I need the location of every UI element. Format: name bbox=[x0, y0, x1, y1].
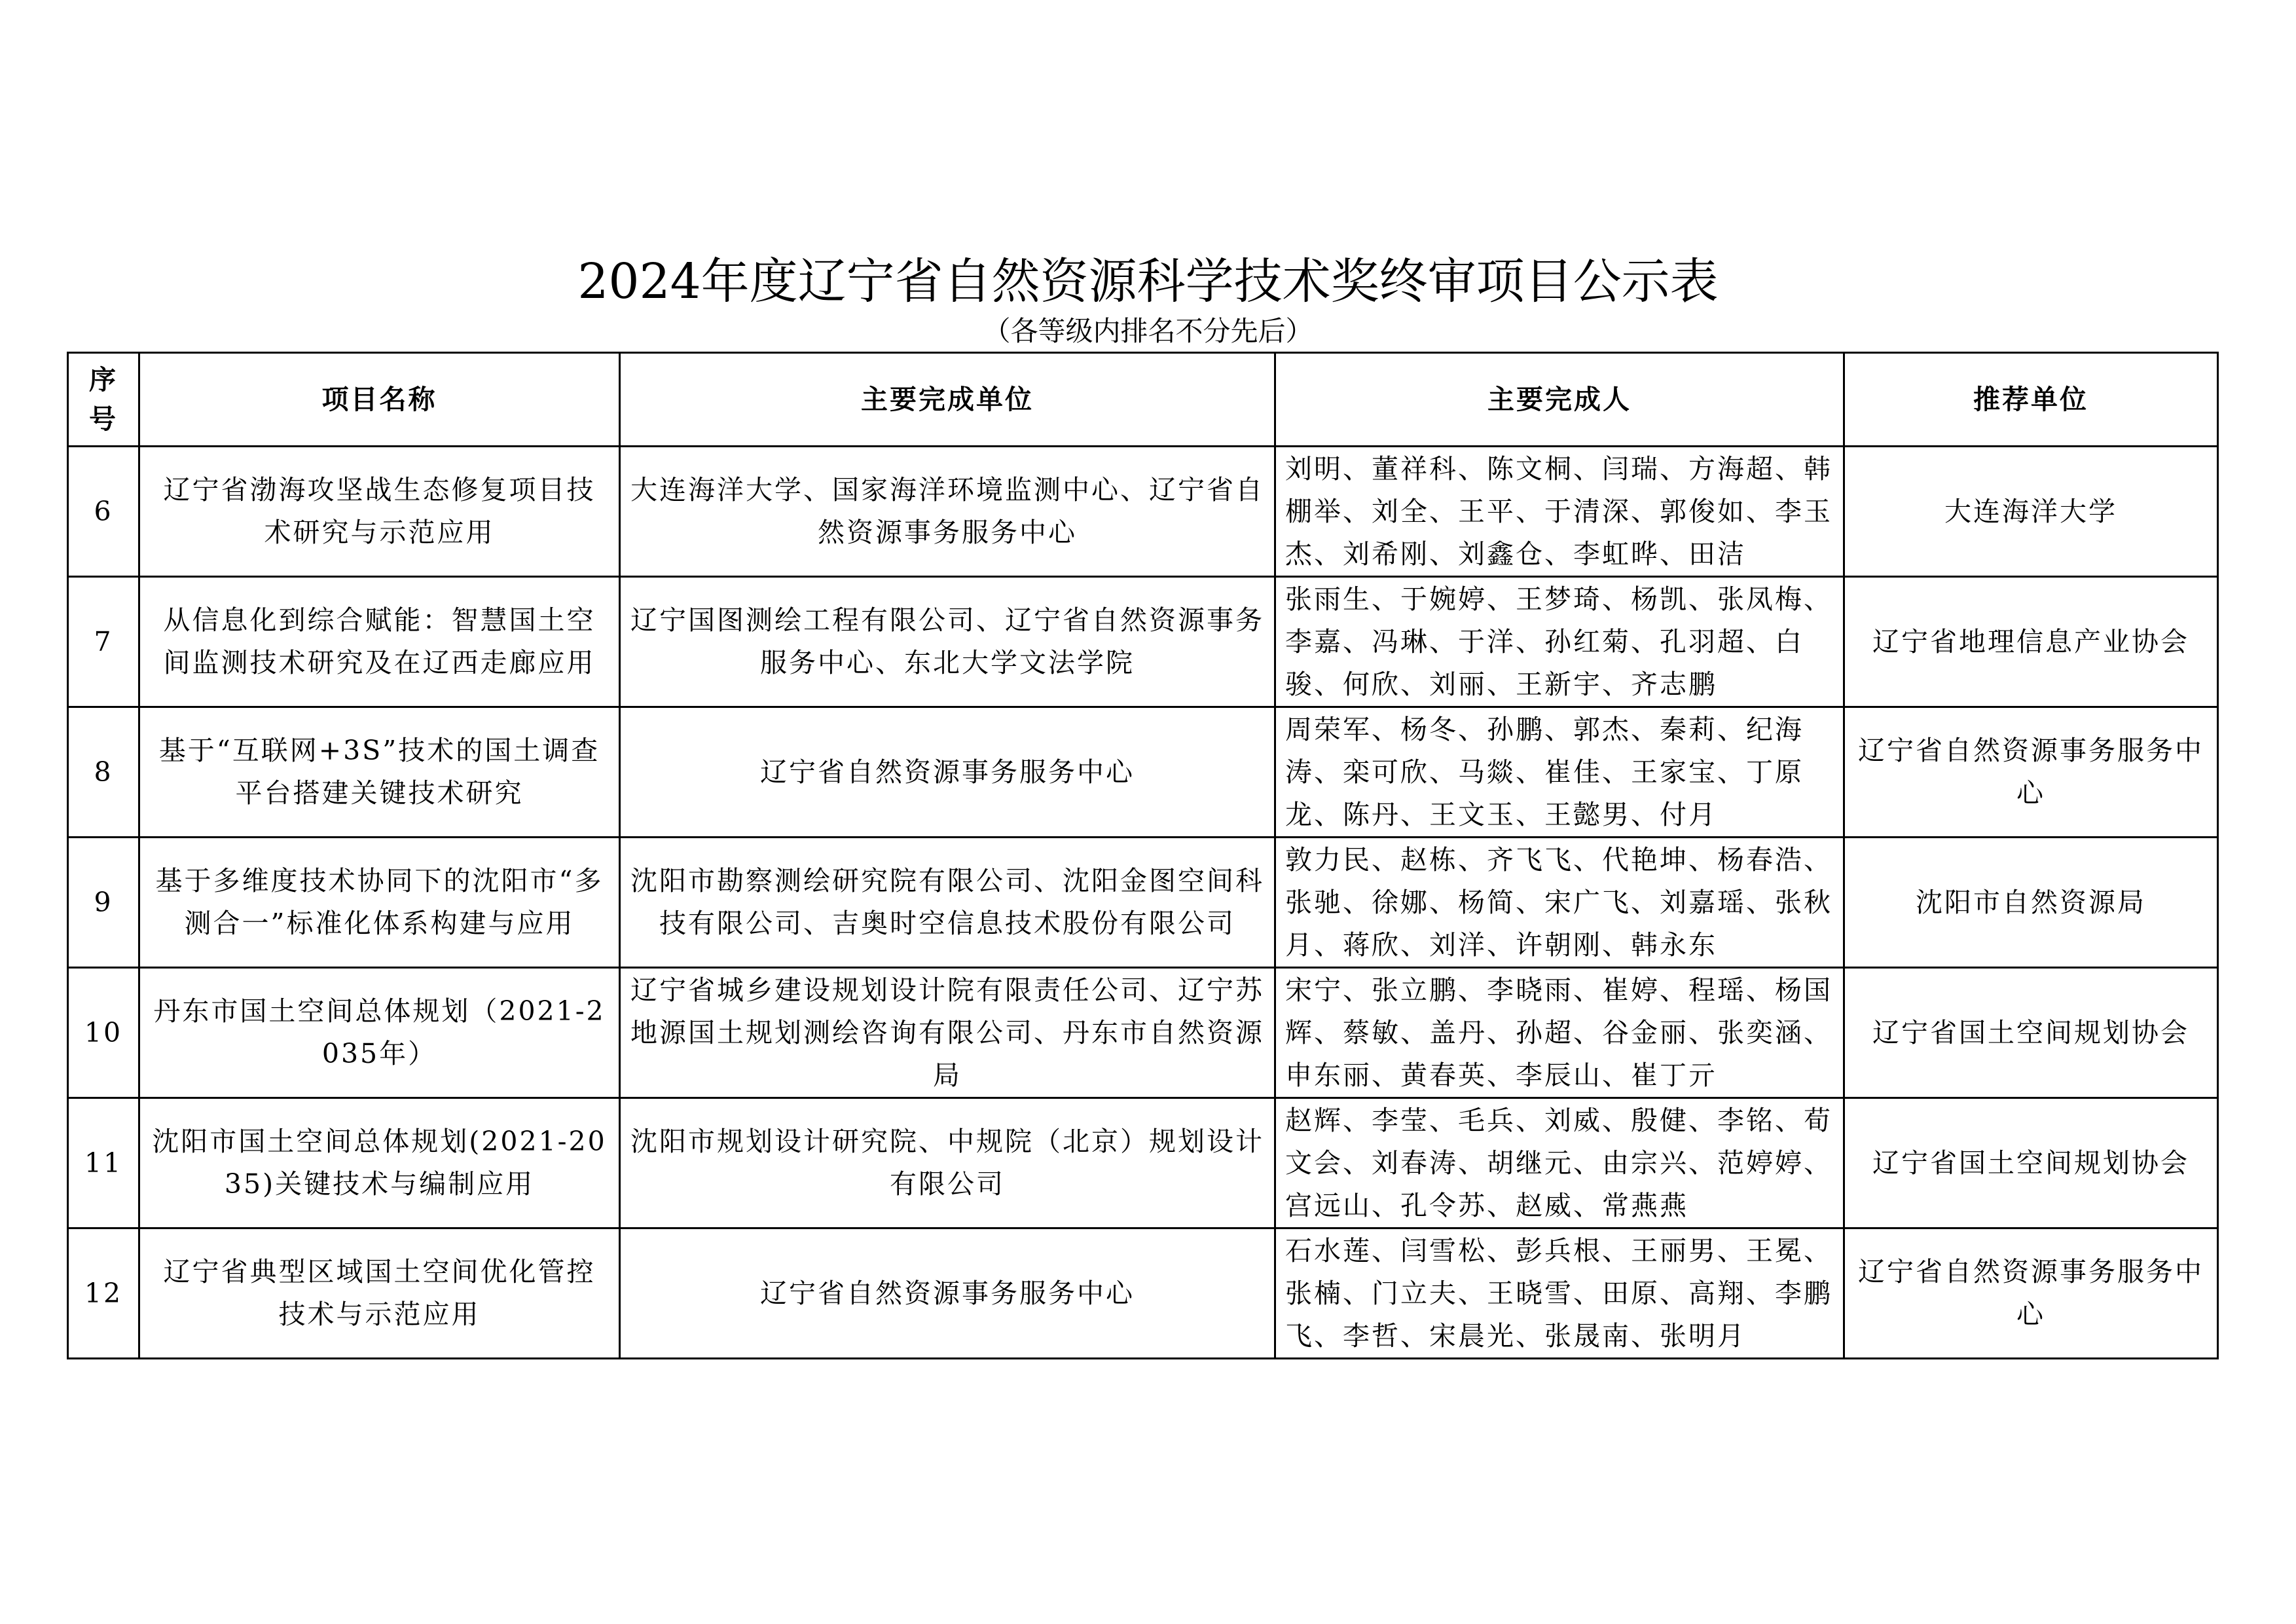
recommending-unit: 辽宁省国土空间规划协会 bbox=[1844, 968, 2218, 1098]
page-title: 2024年度辽宁省自然资源科学技术奖终审项目公示表 bbox=[577, 253, 1719, 310]
recommending-unit: 辽宁省国土空间规划协会 bbox=[1844, 1098, 2218, 1228]
completion-people: 敦力民、赵栋、齐飞飞、代艳坤、杨春浩、张驰、徐娜、杨简、宋广飞、刘嘉瑶、张秋月、蒋欣、刘洋、许朝刚、韩永东 bbox=[1275, 838, 1844, 968]
row-number: 9 bbox=[68, 838, 139, 968]
header-recommender: 推荐单位 bbox=[1844, 353, 2218, 447]
table-row bbox=[68, 707, 2218, 838]
completion-units: 辽宁省城乡建设规划设计院有限责任公司、辽宁苏地源国土规划测绘咨询有限公司、丹东市自然资源局 bbox=[620, 968, 1275, 1098]
project-name: 基于多维度技术协同下的沈阳市“多测合一”标准化体系构建与应用 bbox=[139, 838, 620, 968]
table-row bbox=[68, 1098, 2218, 1228]
project-name: 从信息化到综合赋能：智慧国土空间监测技术研究及在辽西走廊应用 bbox=[139, 577, 620, 707]
row-number: 12 bbox=[68, 1228, 139, 1359]
completion-units: 辽宁省自然资源事务服务中心 bbox=[620, 707, 1275, 838]
page-subtitle: （各等级内排名不分先后） bbox=[983, 315, 1313, 347]
row-number: 11 bbox=[68, 1098, 139, 1228]
header-units: 主要完成单位 bbox=[620, 353, 1275, 447]
project-name: 沈阳市国土空间总体规划(2021-2035)关键技术与编制应用 bbox=[139, 1098, 620, 1228]
row-number: 8 bbox=[68, 707, 139, 838]
completion-people: 张雨生、于婉婷、王梦琦、杨凯、张凤梅、李嘉、冯琳、于洋、孙红菊、孔羽超、白骏、何欣、刘丽、王新宇、齐志鹏 bbox=[1275, 577, 1844, 707]
completion-people: 赵辉、李莹、毛兵、刘威、殷健、李铭、荀文会、刘春涛、胡继元、由宗兴、范婷婷、宫远山、孔令苏、赵威、常燕燕 bbox=[1275, 1098, 1844, 1228]
completion-units: 沈阳市勘察测绘研究院有限公司、沈阳金图空间科技有限公司、吉奥时空信息技术股份有限公司 bbox=[620, 838, 1275, 968]
completion-units: 大连海洋大学、国家海洋环境监测中心、辽宁省自然资源事务服务中心 bbox=[620, 447, 1275, 577]
completion-people: 刘明、董祥科、陈文桐、闫瑞、方海超、韩棚举、刘全、王平、于清深、郭俊如、李玉杰、刘希刚、刘鑫仓、李虹晔、田洁 bbox=[1275, 447, 1844, 577]
recommending-unit: 辽宁省自然资源事务服务中心 bbox=[1844, 1228, 2218, 1359]
completion-people: 石水莲、闫雪松、彭兵根、王丽男、王冕、张楠、门立夫、王晓雪、田原、高翔、李鹏飞、李哲、宋晨光、张晟南、张明月 bbox=[1275, 1228, 1844, 1359]
recommending-unit: 沈阳市自然资源局 bbox=[1844, 838, 2218, 968]
project-name: 丹东市国土空间总体规划（2021-2035年） bbox=[139, 968, 620, 1098]
row-number: 10 bbox=[68, 968, 139, 1098]
header-no: 序号 bbox=[68, 353, 139, 447]
recommending-unit: 大连海洋大学 bbox=[1844, 447, 2218, 577]
table-row bbox=[68, 447, 2218, 577]
recommending-unit: 辽宁省自然资源事务服务中心 bbox=[1844, 707, 2218, 838]
header-people: 主要完成人 bbox=[1275, 353, 1844, 447]
completion-units: 沈阳市规划设计研究院、中规院（北京）规划设计有限公司 bbox=[620, 1098, 1275, 1228]
row-number: 6 bbox=[68, 447, 139, 577]
completion-units: 辽宁国图测绘工程有限公司、辽宁省自然资源事务服务中心、东北大学文法学院 bbox=[620, 577, 1275, 707]
recommending-unit: 辽宁省地理信息产业协会 bbox=[1844, 577, 2218, 707]
project-name: 基于“互联网+3S”技术的国土调查平台搭建关键技术研究 bbox=[139, 707, 620, 838]
table-row bbox=[68, 968, 2218, 1098]
projects-table bbox=[67, 352, 2219, 1359]
table-row bbox=[68, 838, 2218, 968]
project-name: 辽宁省渤海攻坚战生态修复项目技术研究与示范应用 bbox=[139, 447, 620, 577]
table-row bbox=[68, 1228, 2218, 1359]
project-name: 辽宁省典型区域国土空间优化管控技术与示范应用 bbox=[139, 1228, 620, 1359]
table-row bbox=[68, 577, 2218, 707]
table-header-row bbox=[68, 353, 2218, 447]
completion-units: 辽宁省自然资源事务服务中心 bbox=[620, 1228, 1275, 1359]
completion-people: 周荣军、杨冬、孙鹏、郭杰、秦莉、纪海涛、栾可欣、马燚、崔佳、王家宝、丁原龙、陈丹、王文玉、王懿男、付月 bbox=[1275, 707, 1844, 838]
completion-people: 宋宁、张立鹏、李晓雨、崔婷、程瑶、杨国辉、蔡敏、盖丹、孙超、谷金丽、张奕涵、申东丽、黄春英、李辰山、崔丁亓 bbox=[1275, 968, 1844, 1098]
row-number: 7 bbox=[68, 577, 139, 707]
header-project-name: 项目名称 bbox=[139, 353, 620, 447]
